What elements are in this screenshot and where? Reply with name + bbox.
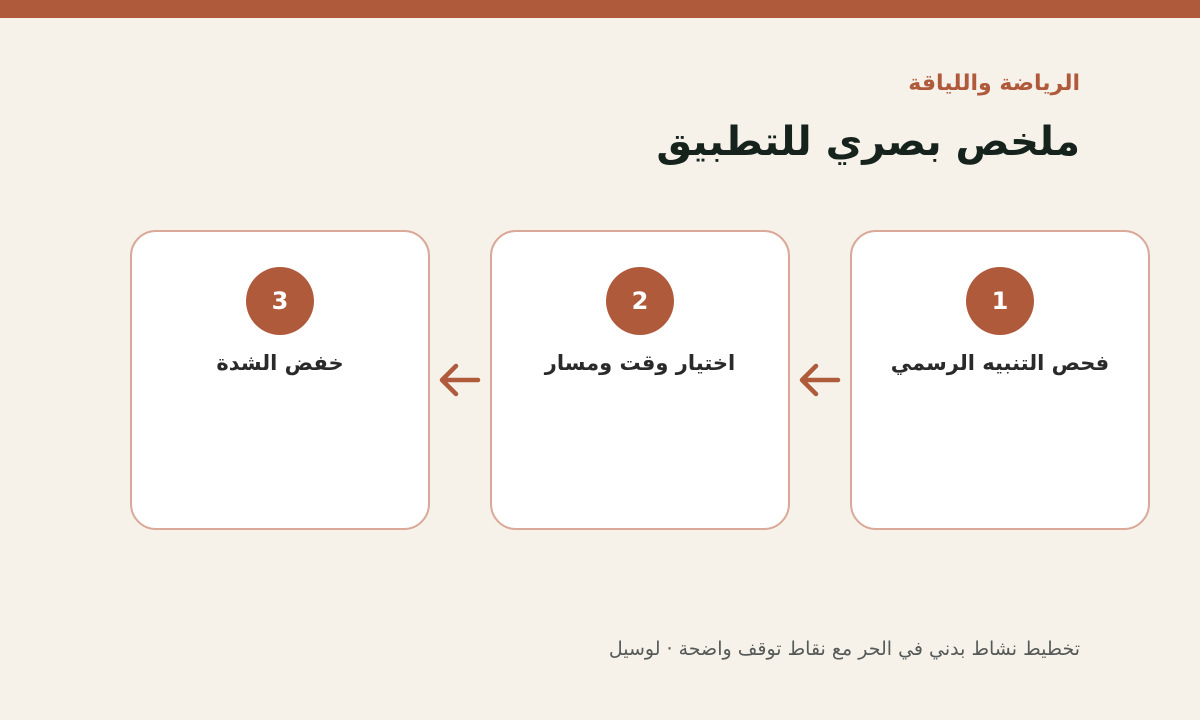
arrow-left-icon xyxy=(790,360,850,400)
step-number-badge: 1 xyxy=(966,267,1034,335)
step-card-2 xyxy=(490,230,790,530)
process-flow xyxy=(130,230,1150,530)
step-number-badge: 2 xyxy=(606,267,674,335)
category-label: الرياضة واللياقة xyxy=(908,71,1080,96)
step-number-badge: 3 xyxy=(246,267,314,335)
arrow-left-icon xyxy=(430,360,490,400)
header xyxy=(656,70,1080,170)
step-label: اختيار وقت ومسار xyxy=(544,351,736,375)
step-card-3 xyxy=(130,230,430,530)
footer-caption: تخطيط نشاط بدني في الحر مع نقاط توقف واضحة · لوسيل xyxy=(608,638,1080,660)
step-label: فحص التنبيه الرسمي xyxy=(890,351,1110,375)
step-card-1 xyxy=(850,230,1150,530)
page-title: ملخص بصري للتطبيق xyxy=(656,119,1080,165)
step-label: خفض الشدة xyxy=(216,351,344,375)
top-accent-bar xyxy=(0,0,1200,18)
